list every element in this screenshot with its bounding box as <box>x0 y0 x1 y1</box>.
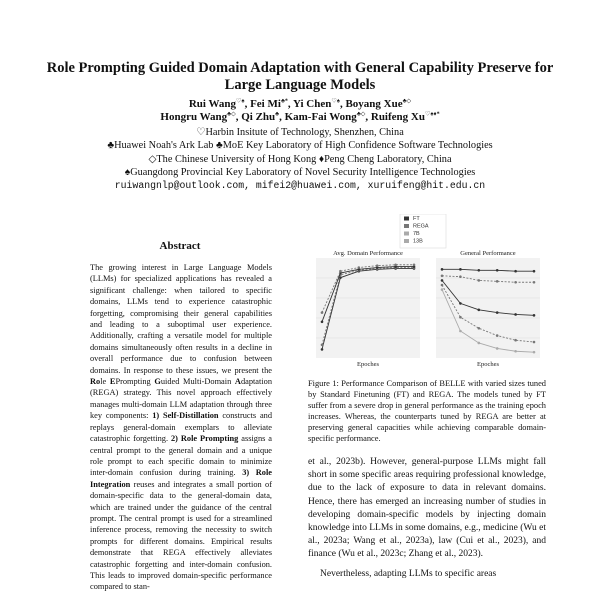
legend-swatch <box>404 224 409 228</box>
data-point <box>339 270 342 273</box>
data-point <box>441 268 444 271</box>
affiliation-huawei: ♣Huawei Noah's Ark Lab ♣MoE Key Laboratory of High Confidence Software Technologies <box>107 140 493 152</box>
data-point <box>441 279 444 282</box>
author-name: Boyang Xue <box>345 98 403 110</box>
abstract-part: uided Multi-Domain <box>160 377 235 387</box>
data-point <box>394 263 397 266</box>
author-affiliation-mark: ♣◇ <box>356 111 366 118</box>
data-point <box>459 302 462 305</box>
data-point <box>321 348 324 351</box>
data-point <box>376 264 379 267</box>
author-name: Kam-Fai Wong <box>284 111 357 123</box>
panel-title: Avg. Domain Performance <box>333 250 403 257</box>
data-point <box>441 284 444 287</box>
author-affiliation-mark: ♣◇ <box>402 98 412 105</box>
abstract-em: Ro <box>90 377 101 387</box>
plot-area <box>316 258 420 358</box>
data-point <box>413 263 416 266</box>
legend-swatch <box>404 239 409 243</box>
data-point <box>496 280 499 283</box>
panel-title: General Performance <box>460 250 516 257</box>
abstract-part: daptation (REGA) strategy. This novel approach effectively manages multi-domain LLM adaptation through three key components: <box>90 377 272 421</box>
data-point <box>478 279 481 282</box>
data-point <box>459 275 462 278</box>
data-point <box>321 321 324 324</box>
author-affiliation-mark: ♡♠♦* <box>424 111 440 118</box>
data-point <box>478 327 481 330</box>
author-name: Ruifeng Xu <box>370 111 425 123</box>
affiliation-guangdong: ♠Guangdong Provincial Key Laboratory of Novel Security Intelligence Technologies <box>124 166 476 178</box>
general-performance-panel <box>436 250 540 368</box>
legend-label: 7B <box>413 231 420 237</box>
author-name: Hongru Wang <box>160 111 228 123</box>
author-name: Qi Zhu <box>241 111 276 123</box>
figure-caption: Figure 1: Performance Comparison of BELLE with varied sizes tuned by Standard Finetuning (FT) and REGA. The models tuned by FT suffer from a severe drop in general performance as the training epoch increases. Whereas, the counterparts tuned by REGA are better at preserving general capacities while achieving comparable domain-specific performance. <box>308 379 546 443</box>
affiliations <box>20 126 580 192</box>
author-line-2: Hongru Wang♣◇, Qi Zhu♣, Kam-Fai Wong♣◇, Ruifeng Xu♡♠♦* <box>160 111 440 123</box>
data-point <box>478 342 481 345</box>
data-point <box>459 330 462 333</box>
figure-1 <box>308 214 546 370</box>
legend-label: 13B <box>413 238 423 245</box>
author-name: Yi Chen <box>292 98 332 110</box>
body-paragraph: Nevertheless, adapting LLMs to specific areas <box>320 568 497 579</box>
component-2-label: 2) Role Prompting <box>171 434 239 444</box>
legend-swatch <box>404 232 409 236</box>
legend-label: REGA <box>413 223 429 230</box>
author-affiliation-mark: ♣ <box>275 111 280 118</box>
author-emails: ruiwangnlp@outlook.com, mifei2@huawei.com, xuruifeng@hit.edu.cn <box>114 180 486 192</box>
data-point <box>533 281 536 284</box>
x-axis-label: Epoches <box>476 361 500 368</box>
data-point <box>533 314 536 317</box>
author-affiliation-mark: ♡♠ <box>236 98 245 105</box>
data-point <box>478 309 481 312</box>
abstract-part: constructs and replays general-domain exemplars to alleviate catastrophic forgetting. <box>90 411 272 444</box>
abstract-text <box>90 262 272 593</box>
data-point <box>496 269 499 272</box>
author-affiliation-mark: ♣* <box>280 98 288 105</box>
data-point <box>514 281 517 284</box>
data-point <box>514 339 517 342</box>
author-name: Fei Mi <box>250 98 281 110</box>
paper-title: Role Prompting Guided Domain Adaptation with General Capability Preserve for Large Language Models <box>46 60 554 93</box>
plot-area <box>436 258 540 358</box>
author-name: Rui Wang <box>188 98 236 110</box>
legend-label: FT <box>413 216 420 222</box>
legend-swatch <box>404 217 409 221</box>
data-point <box>441 288 444 291</box>
abstract-heading: Abstract <box>159 240 201 252</box>
data-point <box>358 266 361 269</box>
data-point <box>321 311 324 314</box>
affiliation-hit: ♡Harbin Insitute of Technology, Shenzhen, China <box>196 127 404 138</box>
data-point <box>533 351 536 354</box>
data-point <box>514 270 517 273</box>
abstract-em: A <box>234 377 241 387</box>
body-text <box>308 456 546 581</box>
author-line-1: Rui Wang♡♠, Fei Mi♣*, Yi Chen♡♠, Boyang Xue♣◇ <box>188 98 412 110</box>
data-point <box>533 341 536 344</box>
abstract-part: Prompting <box>115 377 155 387</box>
data-point <box>321 344 324 347</box>
domain-performance-panel <box>316 250 420 368</box>
data-point <box>478 269 481 272</box>
data-point <box>441 275 444 278</box>
x-axis-label: Epoches <box>356 361 380 368</box>
data-point <box>514 313 517 316</box>
abstract-part: assigns a central prompt to the general domain and a unique role prompt to each specific domain to minimize inter-domain confusion during training. <box>90 434 272 478</box>
figure-legend <box>400 214 446 248</box>
abstract-em: E <box>109 377 116 387</box>
author-list <box>40 98 560 124</box>
abstract-part: The growing interest in Large Language Models (LLMs) for specialized applications has revealed a significant challenge: when tailored to specific domains, LLMs tend to experience catastrophic forgetting, compromising their general capabilities and leading to a suboptimal user experience. Additionally, crafting a versatile model for multiple domains simultaneously often results in a decline in overall performance due to confusion between domains. In response to these issues, we present the <box>90 263 272 375</box>
abstract-part: le <box>100 377 110 387</box>
author-affiliation-mark: ♣◇ <box>227 111 236 118</box>
component-3-label: 3) Role Integration <box>90 468 272 489</box>
data-point <box>496 311 499 314</box>
data-point <box>514 350 517 353</box>
data-point <box>459 268 462 271</box>
data-point <box>533 270 536 273</box>
author-affiliation-mark: ♡♠ <box>331 98 340 105</box>
body-paragraph: et al., 2023b). However, general-purpose LLMs might fall short in some specific areas requiring professional knowledge, due to the lack of exposure to data in relevant domains. Hence, there has emerged an increasing number of studies in developing domain-specific models by injecting domain knowledge into LLMs in some domains, e.g., medicine (Wu et al., 2023a; Wang et al., 2023a), law (Cui et al., 2023), and finance (Wu et al., 2023c; Zhang et al., 2023). <box>308 457 546 560</box>
abstract-em: G <box>154 377 161 387</box>
abstract-part: reuses and integrates a small portion of domain-specific data to the general-domain data, which are trained under the guidance of the central prompt. The central prompt is used for a streamlined inference process, removing the necessity to switch prompts for different domains. Empirical results demonstrate that REGA effectively alleviates catastrophic forgetting and inter-domain confusion. This leads to improved domain-specific performance compared to stan- <box>90 479 272 592</box>
component-1-label: 1) Self-Distillation <box>152 411 219 421</box>
affiliation-cuhk: ◇The Chinese University of Hong Kong ♦Peng Cheng Laboratory, China <box>148 153 452 165</box>
data-point <box>496 334 499 337</box>
data-point <box>496 347 499 350</box>
data-point <box>459 316 462 319</box>
